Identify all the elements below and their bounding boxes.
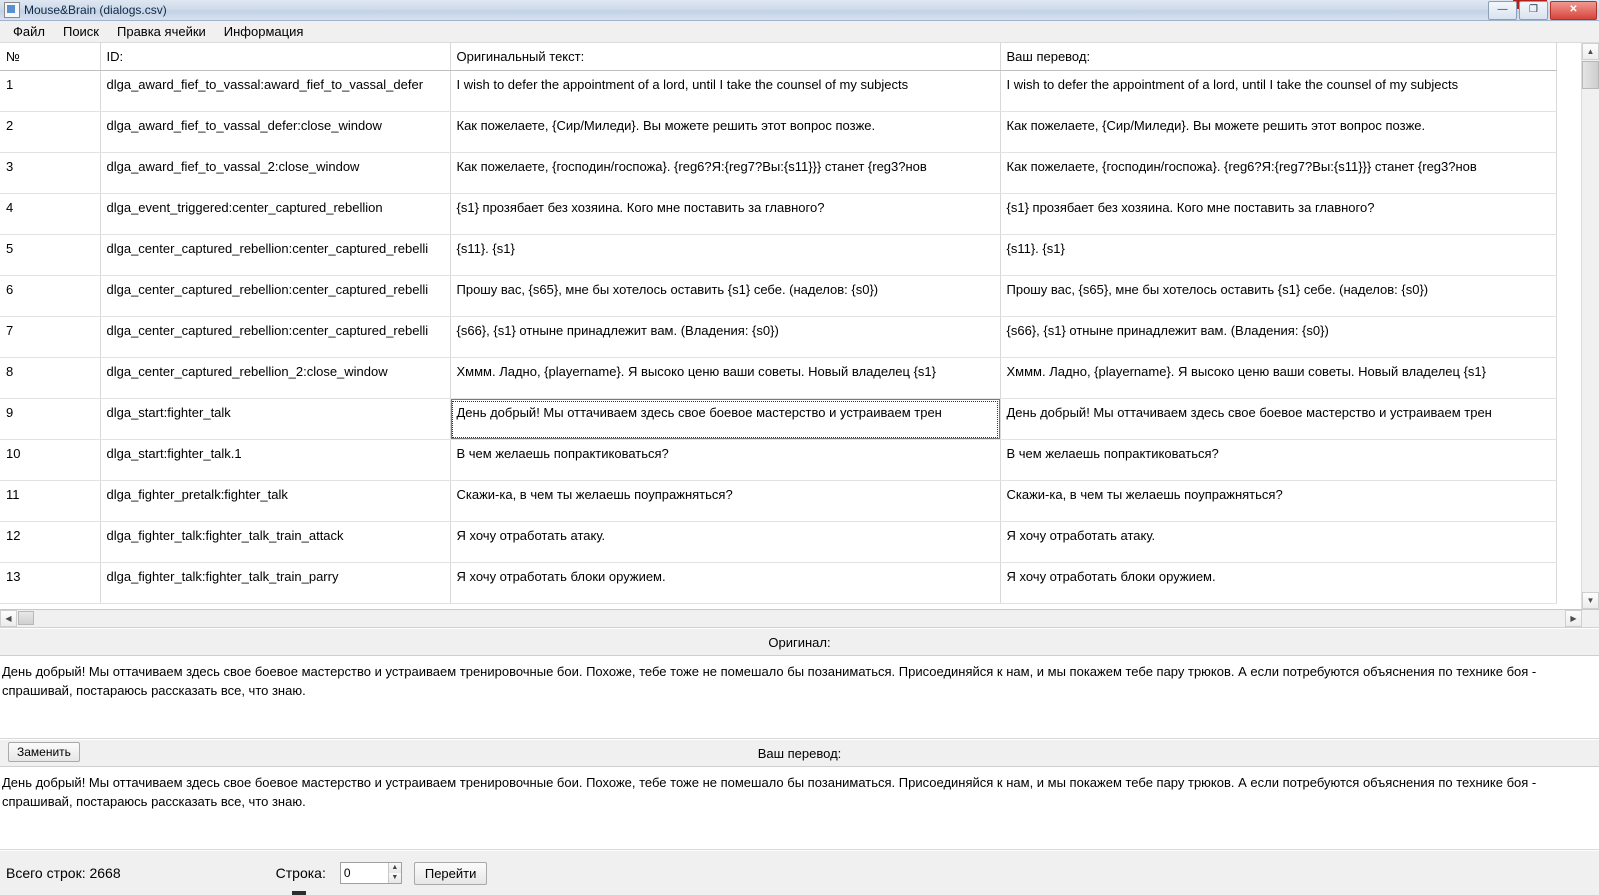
table-vertical-scrollbar[interactable] <box>1581 43 1599 609</box>
cell-number[interactable]: 11 <box>0 481 100 522</box>
cell-original[interactable]: Я хочу отработать атаку. <box>450 522 1000 563</box>
cell-translation[interactable]: Я хочу отработать атаку. <box>1000 522 1556 563</box>
menu-item-search[interactable]: Поиск <box>62 24 99 39</box>
horizontal-scroll-thumb[interactable] <box>18 611 34 625</box>
dialog-table <box>0 43 1557 604</box>
cell-number[interactable]: 10 <box>0 440 100 481</box>
cell-number[interactable]: 1 <box>0 71 100 112</box>
table-row[interactable] <box>0 112 1556 153</box>
cell-translation[interactable]: {s66}, {s1} отныне принадлежит вам. (Владения: {s0}) <box>1000 317 1556 358</box>
cell-original[interactable]: Скажи-ка, в чем ты желаешь поупражняться? <box>450 481 1000 522</box>
total-rows-label: Всего строк: 2668 <box>6 865 121 881</box>
scroll-left-arrow-icon[interactable]: ◀ <box>0 610 17 627</box>
cell-number[interactable]: 13 <box>0 563 100 604</box>
cell-original[interactable]: {s11}. {s1} <box>450 235 1000 276</box>
table-row[interactable] <box>0 440 1556 481</box>
cell-number[interactable]: 5 <box>0 235 100 276</box>
close-button[interactable]: ✕ <box>1550 1 1597 20</box>
app-icon <box>4 2 20 18</box>
table-row[interactable] <box>0 153 1556 194</box>
cell-original[interactable]: Хммм. Ладно, {playername}. Я высоко ценю ваши советы. Новый владелец {s1} <box>450 358 1000 399</box>
column-header-original[interactable]: Оригинальный текст: <box>450 43 1000 71</box>
scroll-up-arrow-icon[interactable]: ▲ <box>1582 43 1599 60</box>
row-number-input[interactable] <box>341 863 388 883</box>
cell-translation[interactable]: День добрый! Мы оттачиваем здесь свое боевое мастерство и устраиваем трен <box>1000 399 1556 440</box>
goto-button[interactable]: Перейти <box>414 862 488 885</box>
maximize-button[interactable]: ❐ <box>1519 1 1548 20</box>
cell-translation[interactable]: {s11}. {s1} <box>1000 235 1556 276</box>
replace-button[interactable]: Заменить <box>8 742 80 762</box>
table-row[interactable] <box>0 358 1556 399</box>
cell-number[interactable]: 8 <box>0 358 100 399</box>
cell-original[interactable]: В чем желаешь попрактиковаться? <box>450 440 1000 481</box>
cell-number[interactable]: 4 <box>0 194 100 235</box>
table-horizontal-scrollbar[interactable] <box>0 610 1599 628</box>
cell-original[interactable]: Как пожелаете, {Сир/Миледи}. Вы можете решить этот вопрос позже. <box>450 112 1000 153</box>
original-text-area[interactable]: День добрый! Мы оттачиваем здесь свое боевое мастерство и устраиваем тренировочные бои. Похоже, тебе тоже не помешало бы позаниматься. Присоединяйся к нам, и мы покажем тебе пару трюков. А если потребуются объяснения по технике боя - спрашивай, постараюсь рассказать все, что знаю. <box>0 656 1599 739</box>
window-controls <box>1488 1 1597 20</box>
menu-item-edit-cell[interactable]: Правка ячейки <box>117 24 206 39</box>
table-row[interactable] <box>0 194 1556 235</box>
cell-id[interactable]: dlga_fighter_pretalk:fighter_talk <box>100 481 450 522</box>
column-header-id[interactable]: ID: <box>100 43 450 71</box>
vertical-scroll-thumb[interactable] <box>1582 61 1599 89</box>
table-row[interactable] <box>0 481 1556 522</box>
row-number-stepper[interactable] <box>340 862 402 884</box>
dialog-table-container <box>0 43 1599 610</box>
cell-id[interactable]: dlga_event_triggered:center_captured_rebellion <box>100 194 450 235</box>
scroll-right-arrow-icon[interactable]: ▶ <box>1565 610 1582 627</box>
title-bar <box>0 0 1599 21</box>
stepper-buttons[interactable] <box>388 863 401 883</box>
cell-id[interactable]: dlga_award_fief_to_vassal_2:close_window <box>100 153 450 194</box>
cell-id[interactable]: dlga_award_fief_to_vassal_defer:close_window <box>100 112 450 153</box>
status-bar <box>0 850 1599 895</box>
translation-panel-header <box>0 739 1599 767</box>
cell-id[interactable]: dlga_center_captured_rebellion_2:close_window <box>100 358 450 399</box>
table-row-selected[interactable] <box>0 399 1556 440</box>
scrollbar-corner <box>1582 610 1599 627</box>
cell-translation[interactable]: Скажи-ка, в чем ты желаешь поупражняться? <box>1000 481 1556 522</box>
translation-panel-title: Ваш перевод: <box>757 745 842 761</box>
cell-number[interactable]: 6 <box>0 276 100 317</box>
stepper-down-icon[interactable]: ▼ <box>389 873 401 883</box>
cell-original[interactable]: {s1} прозябает без хозяина. Кого мне поставить за главного? <box>450 194 1000 235</box>
cell-id[interactable]: dlga_center_captured_rebellion:center_captured_rebelli <box>100 276 450 317</box>
translation-text-area[interactable]: День добрый! Мы оттачиваем здесь свое боевое мастерство и устраиваем тренировочные бои. Похоже, тебе тоже не помешало бы позаниматься. Присоединяйся к нам, и мы покажем тебе пару трюков. А если потребуются объяснения по технике боя - спрашивай, постараюсь рассказать все, что знаю. <box>0 767 1599 850</box>
cell-translation[interactable]: Как пожелаете, {Сир/Миледи}. Вы можете решить этот вопрос позже. <box>1000 112 1556 153</box>
cell-translation[interactable]: I wish to defer the appointment of a lord, until I take the counsel of my subjects <box>1000 71 1556 112</box>
table-header-row <box>0 43 1556 71</box>
cell-translation[interactable]: Хммм. Ладно, {playername}. Я высоко ценю ваши советы. Новый владелец {s1} <box>1000 358 1556 399</box>
cell-id[interactable]: dlga_center_captured_rebellion:center_captured_rebelli <box>100 317 450 358</box>
menu-bar <box>0 21 1599 43</box>
row-field-label: Строка: <box>275 865 326 881</box>
cell-original[interactable]: I wish to defer the appointment of a lord, until I take the counsel of my subjects <box>450 71 1000 112</box>
cell-number[interactable]: 2 <box>0 112 100 153</box>
table-row[interactable] <box>0 317 1556 358</box>
table-row[interactable] <box>0 276 1556 317</box>
cell-original-selected[interactable]: День добрый! Мы оттачиваем здесь свое боевое мастерство и устраиваем трен <box>450 399 1000 440</box>
cell-original[interactable]: {s66}, {s1} отныне принадлежит вам. (Владения: {s0}) <box>450 317 1000 358</box>
cell-translation[interactable]: Прошу вас, {s65}, мне бы хотелось оставить {s1} себе. (наделов: {s0}) <box>1000 276 1556 317</box>
cell-translation[interactable]: В чем желаешь попрактиковаться? <box>1000 440 1556 481</box>
cell-translation[interactable]: Как пожелаете, {господин/госпожа}. {reg6?Я:{reg7?Вы:{s11}}} станет {reg3?нов <box>1000 153 1556 194</box>
menu-item-file[interactable]: Файл <box>13 24 45 39</box>
window-title: Mouse&Brain (dialogs.csv) <box>24 3 167 17</box>
table-row[interactable] <box>0 563 1556 604</box>
column-header-number[interactable]: № <box>0 43 100 71</box>
minimize-button[interactable]: — <box>1488 1 1517 20</box>
cell-id[interactable]: dlga_fighter_talk:fighter_talk_train_parry <box>100 563 450 604</box>
cell-id[interactable]: dlga_start:fighter_talk <box>100 399 450 440</box>
cell-id[interactable]: dlga_start:fighter_talk.1 <box>100 440 450 481</box>
table-row[interactable] <box>0 522 1556 563</box>
cell-original[interactable]: Прошу вас, {s65}, мне бы хотелось оставить {s1} себе. (наделов: {s0}) <box>450 276 1000 317</box>
cell-original[interactable]: Я хочу отработать блоки оружием. <box>450 563 1000 604</box>
cell-number[interactable]: 3 <box>0 153 100 194</box>
stepper-up-icon[interactable]: ▲ <box>389 863 401 873</box>
cell-id[interactable]: dlga_award_fief_to_vassal:award_fief_to_vassal_defer <box>100 71 450 112</box>
cell-original[interactable]: Как пожелаете, {господин/госпожа}. {reg6?Я:{reg7?Вы:{s11}}} станет {reg3?нов <box>450 153 1000 194</box>
menu-item-info[interactable]: Информация <box>223 24 304 39</box>
cell-translation[interactable]: Я хочу отработать блоки оружием. <box>1000 563 1556 604</box>
taskbar-sliver <box>292 891 306 895</box>
original-panel-title: Оригинал: <box>768 634 831 650</box>
table-row[interactable] <box>0 71 1556 112</box>
cell-translation[interactable]: {s1} прозябает без хозяина. Кого мне поставить за главного? <box>1000 194 1556 235</box>
cell-number[interactable]: 7 <box>0 317 100 358</box>
cell-number[interactable]: 9 <box>0 399 100 440</box>
original-panel-header <box>0 628 1599 656</box>
table-row[interactable] <box>0 235 1556 276</box>
cell-id[interactable]: dlga_center_captured_rebellion:center_captured_rebelli <box>100 235 450 276</box>
column-header-translation[interactable]: Ваш перевод: <box>1000 43 1556 71</box>
scroll-down-arrow-icon[interactable]: ▼ <box>1582 592 1599 609</box>
cell-id[interactable]: dlga_fighter_talk:fighter_talk_train_attack <box>100 522 450 563</box>
cell-number[interactable]: 12 <box>0 522 100 563</box>
